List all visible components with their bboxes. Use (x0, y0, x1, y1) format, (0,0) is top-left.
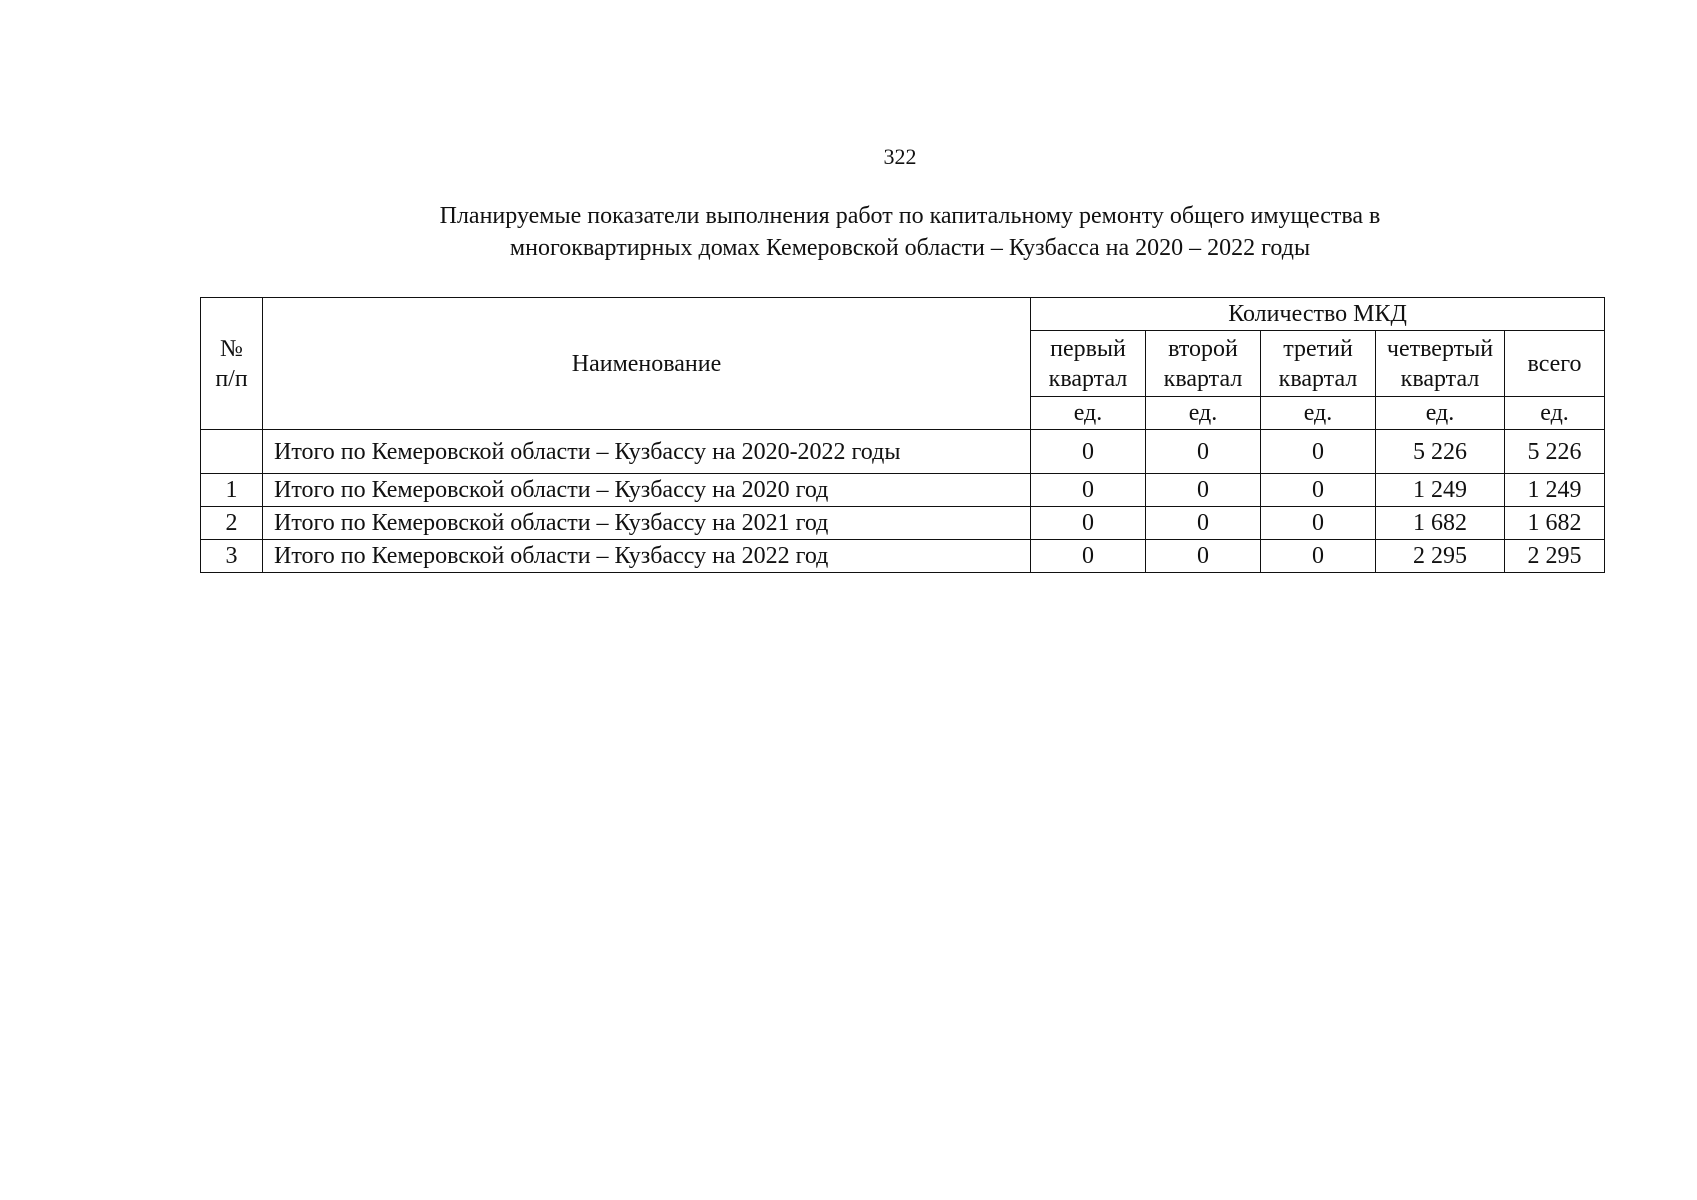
row-q2: 0 (1146, 540, 1261, 573)
header-group-mkd-count: Количество МКД (1031, 298, 1605, 331)
header-quarter-1-line1: первый (1050, 335, 1126, 362)
page-number: 322 (883, 144, 917, 169)
row-q2: 0 (1146, 474, 1261, 507)
header-num (201, 298, 263, 430)
row-total: 5 226 (1505, 430, 1605, 474)
header-quarter-2 (1146, 331, 1261, 397)
row-name: Итого по Кемеровской области – Кузбассу на 2021 год (263, 507, 1031, 540)
row-q4: 1 682 (1376, 507, 1505, 540)
header-quarter-2-line2: квартал (1163, 365, 1243, 392)
row-name: Итого по Кемеровской области – Кузбассу на 2022 год (263, 540, 1031, 573)
row-q4: 1 249 (1376, 474, 1505, 507)
row-num: 1 (201, 474, 263, 507)
row-num: 3 (201, 540, 263, 573)
row-q1: 0 (1031, 507, 1146, 540)
header-quarter-1 (1031, 331, 1146, 397)
row-q3: 0 (1261, 540, 1376, 573)
header-num-label: п/п (215, 365, 248, 392)
header-quarter-4-line1: четвертый (1386, 335, 1494, 362)
row-total: 2 295 (1505, 540, 1605, 573)
header-quarter-3 (1261, 331, 1376, 397)
header-total: всего (1505, 331, 1605, 397)
row-total: 1 249 (1505, 474, 1605, 507)
row-q3: 0 (1261, 507, 1376, 540)
title-line-1: Планируемые показатели выполнения работ по капитальному ремонту общего имущества в (439, 203, 1381, 229)
header-quarter-3-line2: квартал (1278, 365, 1358, 392)
title-line-2: многоквартирных домах Кемеровской области – Кузбасса на 2020 – 2022 годы (509, 235, 1311, 261)
table-row (201, 474, 1605, 507)
header-num-symbol: № (220, 335, 243, 362)
unit-quarter-1: ед. (1031, 397, 1146, 430)
table-row (201, 507, 1605, 540)
header-quarter-1-line2: квартал (1048, 365, 1128, 392)
row-name: Итого по Кемеровской области – Кузбассу на 2020-2022 годы (263, 430, 1031, 474)
header-name: Наименование (263, 298, 1031, 430)
unit-quarter-3: ед. (1261, 397, 1376, 430)
document-title (200, 200, 1620, 264)
row-q3: 0 (1261, 474, 1376, 507)
row-total: 1 682 (1505, 507, 1605, 540)
row-q2: 0 (1146, 507, 1261, 540)
header-quarter-3-line1: третий (1283, 335, 1353, 362)
row-q1: 0 (1031, 430, 1146, 474)
row-q4: 5 226 (1376, 430, 1505, 474)
row-num (201, 430, 263, 474)
row-q1: 0 (1031, 540, 1146, 573)
mkd-indicators-table (200, 297, 1605, 573)
row-num: 2 (201, 507, 263, 540)
row-q3: 0 (1261, 430, 1376, 474)
header-quarter-4 (1376, 331, 1505, 397)
unit-quarter-4: ед. (1376, 397, 1505, 430)
unit-total: ед. (1505, 397, 1605, 430)
row-q1: 0 (1031, 474, 1146, 507)
row-name: Итого по Кемеровской области – Кузбассу на 2020 год (263, 474, 1031, 507)
unit-quarter-2: ед. (1146, 397, 1261, 430)
header-quarter-2-line1: второй (1168, 335, 1238, 362)
table-row (201, 540, 1605, 573)
header-row-group (201, 298, 1605, 331)
row-q2: 0 (1146, 430, 1261, 474)
header-quarter-4-line2: квартал (1400, 365, 1480, 392)
table-row (201, 430, 1605, 474)
row-q4: 2 295 (1376, 540, 1505, 573)
